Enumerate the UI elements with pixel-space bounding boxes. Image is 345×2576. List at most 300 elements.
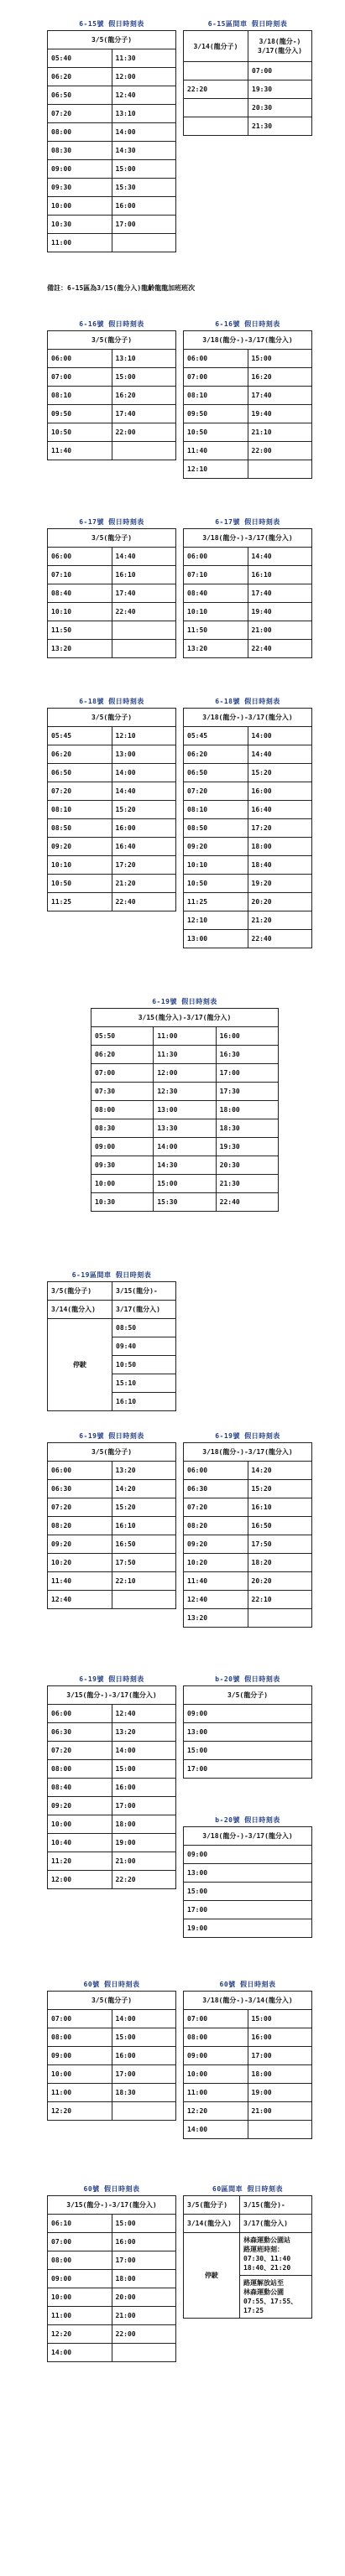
- time-cell: 16:00: [112, 2047, 176, 2065]
- time-cell: 11:50: [184, 621, 248, 640]
- time-cell: 11:00: [48, 2084, 112, 2102]
- time-cell: 17:40: [248, 584, 312, 603]
- time-cell: 13:10: [112, 350, 176, 368]
- table-row: [48, 442, 176, 460]
- schedule-6-19b-left: [47, 1431, 176, 1609]
- table-row: [184, 1535, 312, 1554]
- schedule-60b-left: [47, 2184, 176, 2362]
- table-row: [48, 2307, 176, 2325]
- table-row: [48, 2010, 176, 2028]
- time-cell: 08:10: [48, 801, 112, 819]
- table-row: [48, 838, 176, 856]
- time-cell: 09:30: [48, 179, 112, 197]
- time-cell: 12:10: [184, 911, 248, 930]
- time-cell: 17:00: [184, 1760, 312, 1779]
- time-cell: 09:20: [48, 1535, 112, 1554]
- time-cell: 09:50: [48, 405, 112, 423]
- table-row: [184, 1919, 312, 1938]
- time-cell: 12:00: [154, 1064, 216, 1083]
- time-cell: 06:20: [48, 745, 112, 764]
- table-row: [184, 2084, 312, 2102]
- time-cell: 16:00: [248, 782, 312, 801]
- table-row: [91, 1119, 279, 1138]
- time-cell: 21:00: [248, 2102, 312, 2121]
- time-cell: 05:40: [48, 49, 112, 68]
- table-row: [48, 1815, 176, 1834]
- time-cell: 05:45: [184, 727, 248, 745]
- time-cell: 12:20: [48, 2102, 112, 2121]
- time-cell: 06:10: [48, 2215, 112, 2233]
- time-cell: 11:50: [48, 621, 112, 640]
- time-cell: 07:00: [248, 62, 312, 80]
- schedule-table: [47, 1442, 176, 1609]
- time-cell: 09:40: [112, 1337, 176, 1356]
- time-cell: 11:40: [48, 442, 112, 460]
- time-cell: 06:00: [184, 350, 248, 368]
- time-cell: 09:00: [48, 2270, 112, 2288]
- time-cell: 07:20: [184, 1498, 248, 1517]
- table-row: [48, 2325, 176, 2344]
- time-cell: 07:10: [184, 566, 248, 584]
- time-cell: 07:00: [184, 2010, 248, 2028]
- schedule-title: 6-19區間車 假日時刻表: [71, 1271, 152, 1279]
- table-row: [48, 1572, 176, 1591]
- table-row: [184, 1864, 312, 1883]
- time-cell: 21:10: [248, 423, 312, 442]
- time-cell: 06:20: [184, 745, 248, 764]
- time-cell: 12:00: [48, 1871, 112, 1889]
- table-row: [48, 1852, 176, 1871]
- table-row: [184, 1846, 312, 1864]
- table-row: [48, 764, 176, 782]
- table-row: [48, 621, 176, 640]
- time-cell: 18:40: [248, 856, 312, 875]
- column-header: 3/5(龍分子): [48, 331, 176, 350]
- table-row: [48, 160, 176, 179]
- time-cell: 17:00: [112, 2065, 176, 2084]
- time-cell: 22:40: [248, 640, 312, 658]
- time-cell: 07:30: [91, 1083, 154, 1101]
- schedule-title: 6-16號 假日時刻表: [79, 320, 144, 328]
- time-cell: 15:00: [112, 368, 176, 387]
- time-cell: 05:45: [48, 727, 112, 745]
- suspended-label: 停駛: [48, 1319, 112, 1411]
- time-cell: 06:00: [184, 548, 248, 566]
- table-row: [91, 1175, 279, 1193]
- column-header: 3/5(龍分子): [48, 1443, 176, 1462]
- schedule-title: 6-19號 假日時刻表: [79, 1432, 144, 1440]
- time-cell: 18:00: [248, 2065, 312, 2084]
- time-cell: 10:50: [112, 1356, 176, 1374]
- schedule-title: 60號 假日時刻表: [83, 1981, 140, 1988]
- time-cell: 12:40: [112, 1705, 176, 1723]
- time-cell: 22:00: [248, 442, 312, 460]
- time-cell: 13:20: [112, 1462, 176, 1480]
- time-cell: 21:30: [216, 1175, 278, 1193]
- time-cell: 11:25: [48, 893, 112, 911]
- time-cell: 14:20: [248, 1462, 312, 1480]
- table-row: [184, 2233, 312, 2276]
- table-row: [184, 117, 312, 136]
- time-cell: 16:10: [248, 1498, 312, 1517]
- time-cell: 08:30: [48, 142, 112, 160]
- header-row: [48, 709, 176, 727]
- time-cell: 15:20: [248, 764, 312, 782]
- schedule-6-18-right: [183, 696, 312, 948]
- schedule-6-17-left: [47, 517, 176, 658]
- time-cell: 19:20: [248, 875, 312, 893]
- time-cell: 13:00: [154, 1101, 216, 1119]
- suspended-label: 停駛: [184, 2233, 240, 2319]
- table-row: [184, 782, 312, 801]
- time-cell: 12:30: [154, 1083, 216, 1101]
- time-cell: 07:00: [48, 2010, 112, 2028]
- header-row: [48, 1992, 176, 2010]
- time-cell: 08:00: [48, 2028, 112, 2047]
- time-cell: 10:00: [91, 1175, 154, 1193]
- schedule-6-16-right: [183, 319, 312, 479]
- time-cell: 10:30: [48, 216, 112, 234]
- time-cell: 09:20: [184, 1535, 248, 1554]
- column-header: 3/5(龍分子): [48, 529, 176, 548]
- table-row: [91, 1064, 279, 1083]
- table-row: [184, 764, 312, 782]
- time-cell: 21:00: [112, 2307, 176, 2325]
- time-cell: 12:40: [112, 86, 176, 105]
- time-cell: 16:10: [112, 1517, 176, 1535]
- table-row: [48, 49, 176, 68]
- table-row: [184, 2065, 312, 2084]
- table-row: [48, 1535, 176, 1554]
- time-cell: 07:20: [184, 782, 248, 801]
- column-header: 3/14(龍分子): [184, 31, 248, 62]
- table-row: [48, 856, 176, 875]
- schedule-6-17-right: [183, 517, 312, 658]
- time-cell: 11:40: [184, 442, 248, 460]
- time-cell: 08:10: [184, 387, 248, 405]
- time-cell: 20:20: [248, 893, 312, 911]
- schedule-title: 60區間車 假日時刻表: [212, 2185, 283, 2193]
- table-row: [48, 745, 176, 764]
- table-row: [91, 1101, 279, 1119]
- column-header: 3/15(龍分入)-3/17(龍分入): [91, 1009, 279, 1027]
- column-header: 3/5(龍分子): [184, 2196, 240, 2215]
- time-cell: 09:00: [48, 160, 112, 179]
- table-row: [184, 2047, 312, 2065]
- time-cell: 14:40: [112, 548, 176, 566]
- time-cell: 22:20: [112, 1871, 176, 1889]
- time-cell: 08:50: [112, 1319, 176, 1337]
- time-cell: 20:00: [112, 2288, 176, 2307]
- header-row: [184, 709, 312, 727]
- time-cell: 20:20: [248, 1572, 312, 1591]
- time-cell: 11:30: [154, 1046, 216, 1064]
- time-cell: 16:20: [248, 368, 312, 387]
- table-row: [184, 893, 312, 911]
- time-cell: 05:50: [91, 1027, 154, 1046]
- table-row: [184, 423, 312, 442]
- time-cell: 07:20: [48, 782, 112, 801]
- table-row: [91, 1156, 279, 1175]
- time-cell: 12:40: [184, 1591, 248, 1609]
- table-row: [48, 1834, 176, 1852]
- table-row: [184, 350, 312, 368]
- table-row: [184, 856, 312, 875]
- table-row: [184, 2028, 312, 2047]
- time-cell: 08:40: [184, 584, 248, 603]
- time-cell: 16:20: [112, 387, 176, 405]
- time-cell: 14:40: [248, 745, 312, 764]
- column-header: 3/5(龍分子): [48, 1282, 112, 1301]
- time-cell: 12:40: [48, 1591, 112, 1609]
- header-row: [48, 1443, 176, 1462]
- header-row: [48, 1686, 176, 1705]
- time-cell: 17:50: [248, 1535, 312, 1554]
- time-cell: 14:00: [184, 2121, 248, 2139]
- table-row: [184, 80, 312, 99]
- time-cell: 16:30: [216, 1046, 278, 1064]
- schedule-60-right: [183, 1979, 312, 2139]
- table-row: [184, 930, 312, 948]
- time-cell: 09:00: [184, 1846, 312, 1864]
- time-cell: 06:20: [48, 68, 112, 86]
- table-row: [48, 2215, 176, 2233]
- time-cell: 14:40: [112, 782, 176, 801]
- time-cell: 09:20: [48, 838, 112, 856]
- time-cell: 22:40: [248, 930, 312, 948]
- time-cell: 07:00: [48, 368, 112, 387]
- time-cell: 13:00: [184, 1864, 312, 1883]
- table-row: [48, 123, 176, 142]
- time-cell: 09:00: [184, 2047, 248, 2065]
- time-cell: 10:40: [48, 1834, 112, 1852]
- header-row: [48, 331, 176, 350]
- time-cell: 15:00: [112, 2028, 176, 2047]
- table-row: [184, 603, 312, 621]
- time-cell: 17:00: [248, 2047, 312, 2065]
- time-cell: 13:20: [184, 1609, 248, 1628]
- time-cell: 17:50: [112, 1554, 176, 1572]
- time-cell: 21:00: [248, 621, 312, 640]
- time-cell: 10:00: [48, 197, 112, 216]
- schedule-title: 6-15號 假日時刻表: [79, 20, 144, 28]
- time-cell: 16:00: [248, 2028, 312, 2047]
- time-cell: 19:00: [112, 1834, 176, 1852]
- schedule-6-19c-left: [47, 1674, 176, 1889]
- footnote: 備註：6-15區為3/15(龍分入)龍齡龍龍加班班次: [47, 284, 196, 292]
- table-row: [184, 1901, 312, 1919]
- time-cell: 07:00: [48, 2233, 112, 2251]
- time-cell: [112, 2344, 176, 2362]
- header-row: [184, 1686, 312, 1705]
- table-row: [48, 350, 176, 368]
- time-cell: 08:10: [184, 801, 248, 819]
- time-cell: 14:20: [112, 1480, 176, 1498]
- schedule-60-left: [47, 1979, 176, 2121]
- column-header: 3/17(龍分入): [240, 2215, 312, 2233]
- time-cell: 10:10: [48, 603, 112, 621]
- table-row: [184, 1572, 312, 1591]
- schedule-title: 6-17號 假日時刻表: [79, 518, 144, 526]
- time-cell: 06:50: [48, 764, 112, 782]
- schedule-table: [183, 1442, 312, 1628]
- time-cell: 22:40: [216, 1193, 278, 1212]
- schedule-table: [47, 1685, 176, 1889]
- table-row: [48, 234, 176, 252]
- table-row: [48, 584, 176, 603]
- schedule-table: [47, 708, 176, 911]
- time-cell: 16:00: [216, 1027, 278, 1046]
- table-row: [48, 2065, 176, 2084]
- time-cell: 08:30: [91, 1119, 154, 1138]
- header-row: [91, 1009, 279, 1027]
- table-row: [48, 1498, 176, 1517]
- time-cell: 18:30: [216, 1119, 278, 1138]
- time-cell: 15:00: [154, 1175, 216, 1193]
- time-cell: 09:00: [48, 2047, 112, 2065]
- route-times: 林森運動公園站 路運班時刻： 07:30、11:40 18:40、21:20: [240, 2233, 312, 2276]
- time-cell: 18:00: [216, 1101, 278, 1119]
- schedule-table: [183, 708, 312, 948]
- schedule-60-shuttle: [183, 2184, 312, 2319]
- table-row: [184, 801, 312, 819]
- table-row: [184, 460, 312, 479]
- column-header: 3/18(龍分-)-3/17(龍分入): [184, 331, 312, 350]
- time-cell: 14:00: [112, 764, 176, 782]
- time-cell: 08:10: [48, 387, 112, 405]
- time-cell: 06:20: [91, 1046, 154, 1064]
- schedule-title: 60號 假日時刻表: [219, 1981, 276, 1988]
- time-cell: 14:00: [112, 1742, 176, 1760]
- time-cell: 06:00: [48, 548, 112, 566]
- time-cell: 20:30: [248, 99, 312, 117]
- table-row: [48, 1319, 176, 1337]
- time-cell: 07:00: [91, 1064, 154, 1083]
- time-cell: 10:30: [91, 1193, 154, 1212]
- table-row: [184, 2102, 312, 2121]
- time-cell: [112, 621, 176, 640]
- schedule-table: [183, 1685, 312, 1779]
- table-row: [48, 1705, 176, 1723]
- table-row: [48, 142, 176, 160]
- time-cell: 13:20: [112, 1723, 176, 1742]
- schedule-title: 60號 假日時刻表: [83, 2185, 140, 2193]
- time-cell: 08:50: [184, 819, 248, 838]
- table-row: [48, 2084, 176, 2102]
- table-row: [184, 1462, 312, 1480]
- time-cell: 14:00: [248, 727, 312, 745]
- column-header: 3/5(龍分子): [184, 1686, 312, 1705]
- time-cell: 16:40: [112, 838, 176, 856]
- schedule-6-16-left: [47, 319, 176, 460]
- table-row: [48, 1517, 176, 1535]
- table-row: [184, 1742, 312, 1760]
- schedule-6-18-left: [47, 696, 176, 911]
- time-cell: 08:00: [91, 1101, 154, 1119]
- time-cell: 16:10: [248, 566, 312, 584]
- schedule-table: [183, 2195, 312, 2319]
- schedule-table: [183, 1826, 312, 1938]
- time-cell: 12:20: [184, 2102, 248, 2121]
- table-row: [48, 2028, 176, 2047]
- table-row: [48, 2344, 176, 2362]
- header-row: [184, 1827, 312, 1846]
- table-row: [48, 1779, 176, 1797]
- time-cell: 15:00: [112, 160, 176, 179]
- time-cell: 06:50: [48, 86, 112, 105]
- table-row: [48, 216, 176, 234]
- time-cell: 16:10: [112, 1393, 176, 1411]
- table-row: [48, 893, 176, 911]
- time-cell: 12:10: [112, 727, 176, 745]
- table-row: [91, 1193, 279, 1212]
- table-row: [184, 1480, 312, 1498]
- time-cell: 07:00: [184, 368, 248, 387]
- header-row: [48, 1282, 176, 1301]
- time-cell: 15:30: [112, 179, 176, 197]
- time-cell: 10:10: [184, 856, 248, 875]
- column-header: 3/5(龍分子): [48, 1992, 176, 2010]
- table-row: [184, 1554, 312, 1572]
- time-cell: 17:00: [216, 1064, 278, 1083]
- table-row: [91, 1138, 279, 1156]
- table-row: [48, 423, 176, 442]
- table-row: [184, 2121, 312, 2139]
- table-row: [184, 1883, 312, 1901]
- schedule-6-15-shuttle: [183, 18, 312, 136]
- column-header: 3/17(龍分入): [112, 1301, 176, 1319]
- schedule-6-19b-right: [183, 1431, 312, 1628]
- header-row: [48, 529, 176, 548]
- time-cell: 16:00: [112, 197, 176, 216]
- time-cell: 17:00: [112, 1797, 176, 1815]
- time-cell: 08:50: [48, 819, 112, 838]
- time-cell: 10:20: [184, 1554, 248, 1572]
- schedule-table: [47, 1991, 176, 2121]
- time-cell: 16:00: [112, 819, 176, 838]
- time-cell: 11:00: [48, 234, 112, 252]
- column-header: 3/5(龍分子): [48, 709, 176, 727]
- column-header: 3/15(龍分)-: [112, 1282, 176, 1301]
- time-cell: 19:40: [248, 405, 312, 423]
- time-cell: 09:20: [184, 838, 248, 856]
- time-cell: 16:10: [112, 566, 176, 584]
- schedule-table: [47, 2195, 176, 2362]
- table-row: [48, 68, 176, 86]
- time-cell: 10:00: [48, 2065, 112, 2084]
- time-cell: 07:10: [48, 566, 112, 584]
- header-row: [184, 2196, 312, 2215]
- time-cell: 11:00: [184, 2084, 248, 2102]
- table-row: [184, 1591, 312, 1609]
- time-cell: 15:00: [112, 1760, 176, 1779]
- schedule-table: [183, 30, 312, 136]
- time-cell: 22:00: [112, 2325, 176, 2344]
- time-cell: 16:00: [112, 1779, 176, 1797]
- header-row: [184, 1992, 312, 2010]
- time-cell: 08:00: [184, 2028, 248, 2047]
- schedule-table: [91, 1008, 279, 1212]
- time-cell: 10:10: [184, 603, 248, 621]
- time-cell: 16:00: [112, 2233, 176, 2251]
- time-cell: 17:30: [216, 1083, 278, 1101]
- schedule-title: b-20號 假日時刻表: [215, 1675, 280, 1683]
- time-cell: 13:00: [112, 745, 176, 764]
- table-row: [184, 584, 312, 603]
- table-row: [48, 801, 176, 819]
- table-row: [48, 782, 176, 801]
- column-header: 3/14(龍分入): [48, 1301, 112, 1319]
